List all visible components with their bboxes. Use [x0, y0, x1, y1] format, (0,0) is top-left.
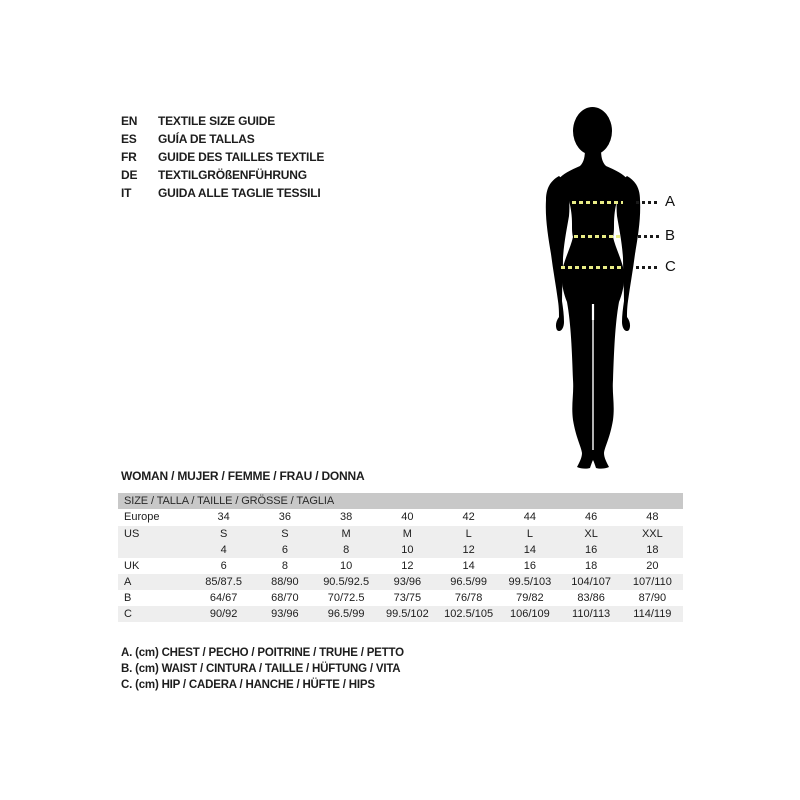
table-cell: 20 — [646, 560, 659, 572]
table-cell: 42 — [462, 511, 475, 523]
notes-list — [121, 645, 404, 693]
table-cell: 87/90 — [638, 592, 667, 604]
row-label: Europe — [124, 511, 160, 523]
marker-label-b: B — [665, 227, 676, 244]
table-cell: M — [341, 528, 351, 540]
table-body — [118, 509, 683, 622]
table-cell: S — [281, 528, 289, 540]
table-cell: 88/90 — [271, 576, 299, 588]
table-cell: 8 — [343, 544, 350, 556]
table-cell: 93/96 — [393, 576, 422, 588]
table-cell: S — [219, 528, 228, 540]
measure-line-b — [0, 227, 800, 244]
table-cell: 99.5/102 — [385, 608, 429, 620]
language-label: GUIDA ALLE TAGLIE TESSILI — [158, 186, 321, 200]
waist-dash-line — [574, 235, 620, 238]
table-cell: 104/107 — [571, 576, 611, 588]
size-table — [118, 493, 683, 622]
language-code: IT — [121, 186, 132, 200]
table-cell: 114/119 — [633, 608, 672, 620]
table-cell: 90/92 — [209, 608, 238, 620]
table-cell: 16 — [523, 560, 536, 572]
table-cell: 16 — [585, 544, 598, 556]
table-row — [118, 590, 683, 606]
language-label: GUÍA DE TALLAS — [158, 132, 255, 146]
row-label: C — [124, 608, 132, 620]
table-cell: 93/96 — [271, 608, 299, 620]
language-row — [121, 130, 324, 148]
note-line: A. (cm) CHEST / PECHO / POITRINE / TRUHE / PETTO — [121, 647, 404, 659]
language-row — [121, 184, 324, 202]
table-cell: 12 — [462, 544, 475, 556]
language-code: FR — [121, 150, 137, 164]
table-cell: 79/82 — [516, 592, 544, 604]
chest-dash-line — [572, 201, 623, 204]
row-label: B — [124, 592, 132, 604]
woman-silhouette-icon — [535, 104, 651, 474]
table-cell: 83/86 — [577, 592, 605, 604]
language-label: GUIDE DES TAILLES TEXTILE — [158, 150, 325, 164]
table-cell: 96.5/99 — [327, 608, 365, 620]
table-cell: XL — [584, 528, 598, 540]
table-cell: 38 — [340, 511, 353, 523]
table-row — [118, 558, 683, 574]
silhouette-left-arm — [546, 176, 570, 331]
table-cell: 4 — [220, 544, 227, 556]
table-cell: 34 — [217, 511, 230, 523]
table-cell: 14 — [462, 560, 475, 572]
hip-dash-line — [561, 266, 624, 269]
language-row — [121, 148, 324, 166]
row-label: A — [124, 576, 132, 588]
table-cell: 106/109 — [509, 608, 550, 620]
note-line: C. (cm) HIP / CADERA / HANCHE / HÜFTE / HIPS — [121, 679, 375, 691]
language-list — [121, 112, 324, 202]
table-cell: 18 — [646, 544, 659, 556]
table-row — [118, 542, 683, 558]
table-cell: 46 — [585, 511, 598, 523]
table-cell: 40 — [401, 511, 414, 523]
note-line: B. (cm) WAIST / CINTURA / TAILLE / HÜFTUNG / VITA — [121, 663, 401, 675]
table-cell: 102.5/105 — [444, 608, 494, 620]
language-label: TEXTILE SIZE GUIDE — [158, 114, 276, 128]
table-cell: 73/75 — [393, 592, 422, 604]
table-cell: 6 — [220, 560, 227, 572]
table-cell: 44 — [523, 511, 536, 523]
table-cell: 14 — [523, 544, 536, 556]
table-cell: 68/70 — [271, 592, 299, 604]
table-cell: 36 — [278, 511, 291, 523]
table-cell: 48 — [646, 511, 659, 523]
silhouette-head — [573, 107, 612, 155]
table-cell: 99.5/103 — [508, 576, 552, 588]
marker-label-c: C — [665, 258, 676, 275]
language-row — [121, 166, 324, 184]
hip-leader-line — [636, 266, 660, 269]
row-label: UK — [124, 560, 140, 572]
waist-leader-line — [638, 235, 660, 238]
figure-area — [535, 104, 651, 474]
language-code: ES — [121, 132, 137, 146]
table-cell: M — [402, 528, 412, 540]
table-header: SIZE / TALLA / TAILLE / GRÖSSE / TAGLIA — [118, 493, 683, 509]
table-cell: L — [526, 528, 533, 540]
section-title: WOMAN / MUJER / FEMME / FRAU / DONNA — [121, 469, 365, 483]
table-cell: 90.5/92.5 — [323, 576, 370, 588]
table-cell: 6 — [281, 544, 288, 556]
table-cell: 107/110 — [632, 576, 672, 588]
row-label: US — [124, 528, 140, 540]
table-row — [118, 606, 683, 622]
table-cell: 8 — [281, 560, 288, 572]
table-cell: 18 — [585, 560, 598, 572]
table-cell: 96.5/99 — [450, 576, 487, 588]
language-label: TEXTILGRÖßENFÜHRUNG — [158, 168, 307, 182]
table-cell: 70/72.5 — [327, 592, 365, 604]
table-cell: L — [465, 528, 472, 540]
table-cell: 76/78 — [454, 592, 483, 604]
marker-label-a: A — [665, 193, 676, 210]
language-code: DE — [121, 168, 138, 182]
table-row — [118, 526, 683, 542]
row-label — [118, 542, 193, 558]
measure-line-c — [0, 258, 800, 275]
table-row — [118, 509, 683, 526]
silhouette-right-arm — [617, 176, 641, 331]
language-row — [121, 112, 324, 130]
table-cell: 110/113 — [572, 608, 611, 620]
table-cell: 10 — [340, 560, 353, 572]
language-code: EN — [121, 114, 138, 128]
chest-leader-line — [636, 201, 660, 204]
table-cell: 12 — [401, 560, 414, 572]
table-cell: XXL — [641, 528, 663, 540]
table-cell: 85/87.5 — [205, 576, 242, 588]
table-cell: 10 — [401, 544, 414, 556]
table-row — [118, 574, 683, 590]
table-cell: 64/67 — [209, 592, 238, 604]
